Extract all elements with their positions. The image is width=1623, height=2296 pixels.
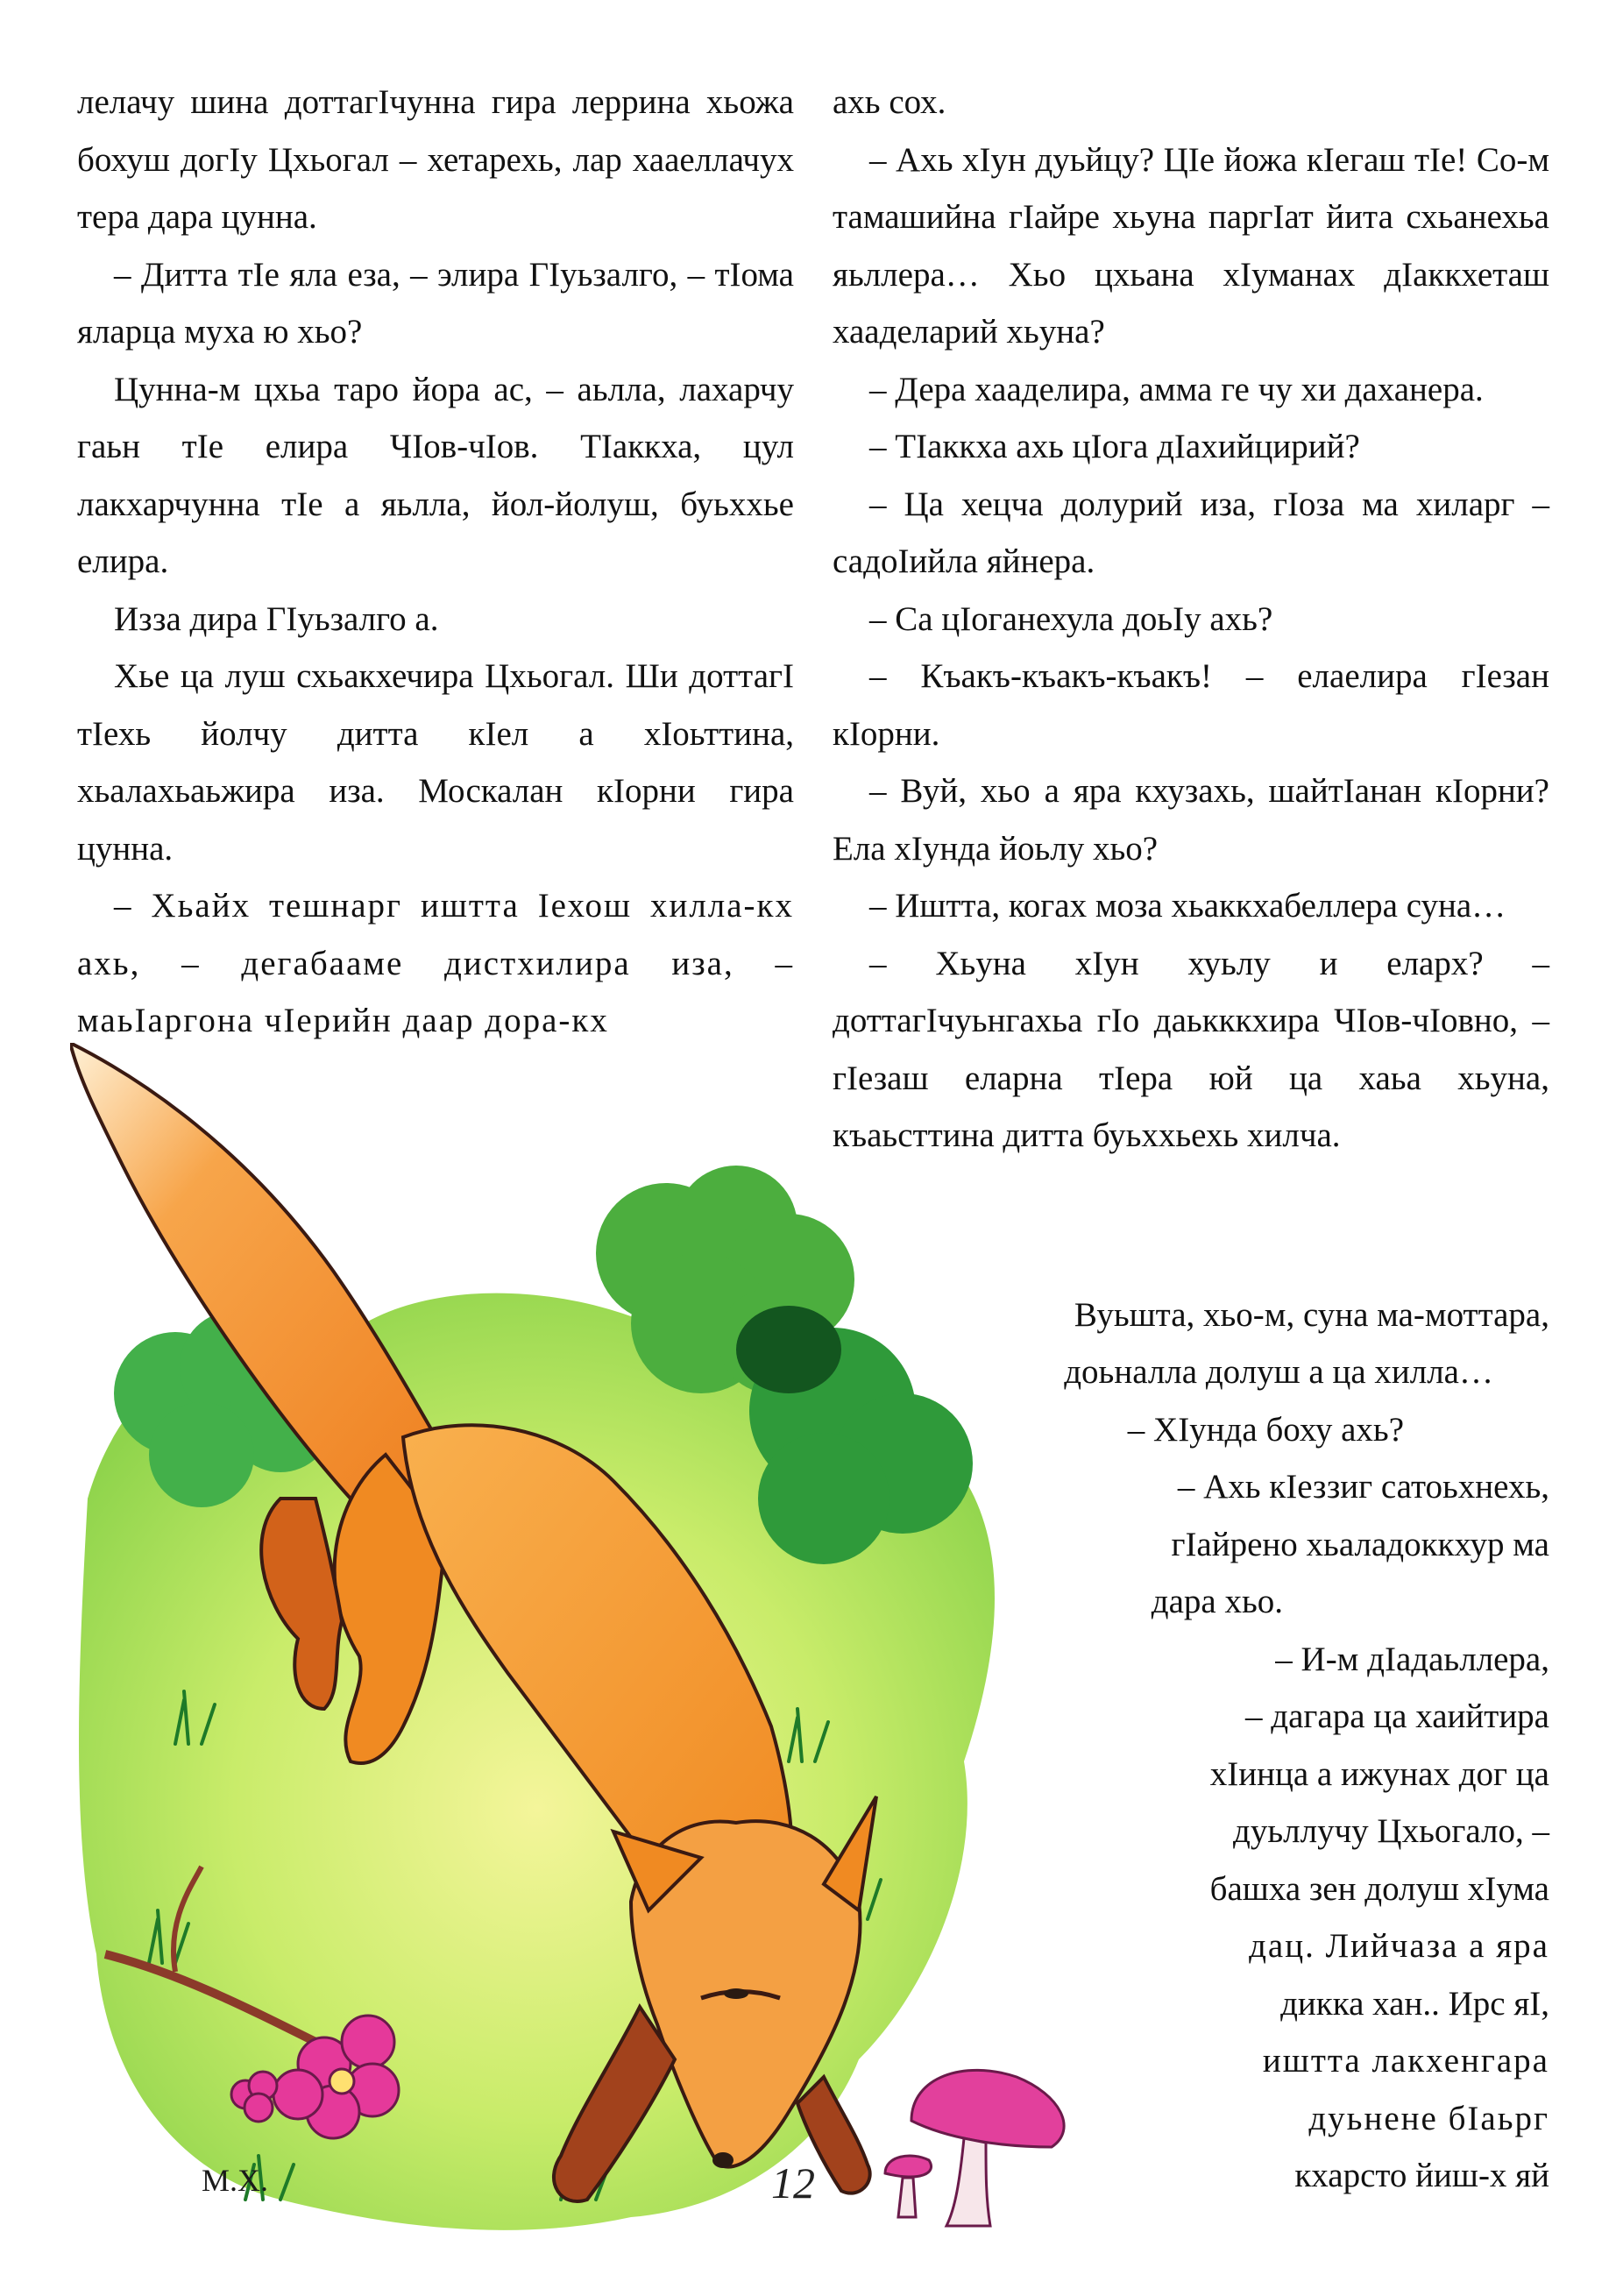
paragraph: Хье ца луш схьакхечира Цхьогал. Ши доттагІ тІехь йолчу дитта кІел а хІоьттина, хьалахьаьжира иза. Москалан кІорни гира цунна. [77,657,794,868]
fox-illustration [70,1043,1122,2296]
artist-signature: М.Х. [202,2163,269,2198]
wrap-line: – ХІунда боху ахь? [1127,1411,1404,1449]
paragraph: – Вуй, хьо а яра кхузахь, шайтІанан кІорни? Ела хІунда йоьлу хьо? [833,772,1549,868]
wrap-line: хІинца а ижунах дог ца [1209,1755,1549,1793]
mushroom [911,2070,1064,2226]
wrap-line: дара хьо. [1151,1583,1283,1620]
wrap-line: башха зен долуш хІума [1209,1870,1549,1908]
wrap-line: – Ахь кІеззиг сатоьхнехь, [1177,1468,1549,1506]
wrap-line: дац. Лийчаза а яра [1249,1927,1549,1965]
wrap-line: – И-м дІадаьллера, [1275,1641,1549,1678]
wrap-line: дикка хан.. Ирс яІ, [1280,1985,1549,2023]
text-column-left [77,74,794,1050]
wrap-line: доьналла долуш а ца хилла… [1064,1353,1493,1391]
paragraph: – Ца хецча долурий иза, гІоза ма хиларг – садоІийла яйнера. [833,485,1549,580]
wrap-line: кхарсто йиш-х яй [1294,2157,1549,2194]
paragraph: – Са цІоганехула доьІу ахь? [869,599,1273,638]
paragraph: – Ахь хІун дуьйцу? ЦІе йожа кІегаш тІе! Со-м тамашийна гІайре хьуна паргІат йита схьанехьа яьллера… Хьо цхьана хІуманах дІаккхеташ хааделарий хьуна? [833,140,1549,351]
paragraph: – Дитта тІе яла еза, – элира ГІуьзалго, – тІома яларца муха ю хьо? [77,255,794,351]
wrap-line: иштта лакхенгара [1262,2042,1549,2080]
fox-nose [712,2152,734,2168]
paragraph: ахь сох. [833,83,946,121]
paragraph: – Иштта, когах моза хьаккхабеллера суна… [869,887,1506,925]
paragraph: – Хьайх тешнарг иштта Іехош хилла-кх ахь, – дегабааме дистхилира иза, – маьІаргона чІерийн даар дора-кх [77,887,794,1039]
paragraph: – Хьуна хІун хуьлу и еларх? – доттагІчуьнгахьа гІо даькккхира ЧІов-чІовно, – гІезаш еларна тІера юй ца хаьа хьуна, къаьсттина дитта буьххьехь хилча. [833,944,1549,1154]
wrap-line: дуьллучу Цхьогало, – [1233,1812,1549,1850]
wrap-line: дуьнене бІаьрг [1308,2100,1549,2137]
text-column-right [833,74,1549,1165]
wrap-line: гІайрено хьаладоккхур ма [1171,1526,1549,1563]
mushroom-small [885,2156,932,2217]
paragraph: – Дера хааделира, амма ге чу хи даханера. [869,370,1484,408]
wrap-line: – дагара ца хаийтира [1245,1697,1549,1735]
wrap-line: Вуьшта, хьо-м, суна ма-моттара, [1074,1296,1549,1334]
paragraph: лелачу шина доттагІчунна гира леррина хьожа бохуш догІу Цхьогал – хетарехь, лар хааеллачух тера дара цунна. [77,83,794,236]
paragraph: Изза дира ГІуьзалго а. [114,599,439,638]
page-number: 12 [771,2158,815,2207]
fox-eye [724,1988,748,1999]
paragraph: – Къакъ-къакъ-къакъ! – елаелира гІезан кІорни. [833,657,1549,753]
paragraph: Цунна-м цхьа таро йора ас, – аьлла, лахарчу гаьн тІе елира ЧІов-чІов. ТІаккха, цул лакхарчунна тІе а яьлла, йол-йолуш, буьххье елира. [77,370,794,580]
paragraph: – ТІаккха ахь цІога дІахийцирий? [869,428,1360,465]
